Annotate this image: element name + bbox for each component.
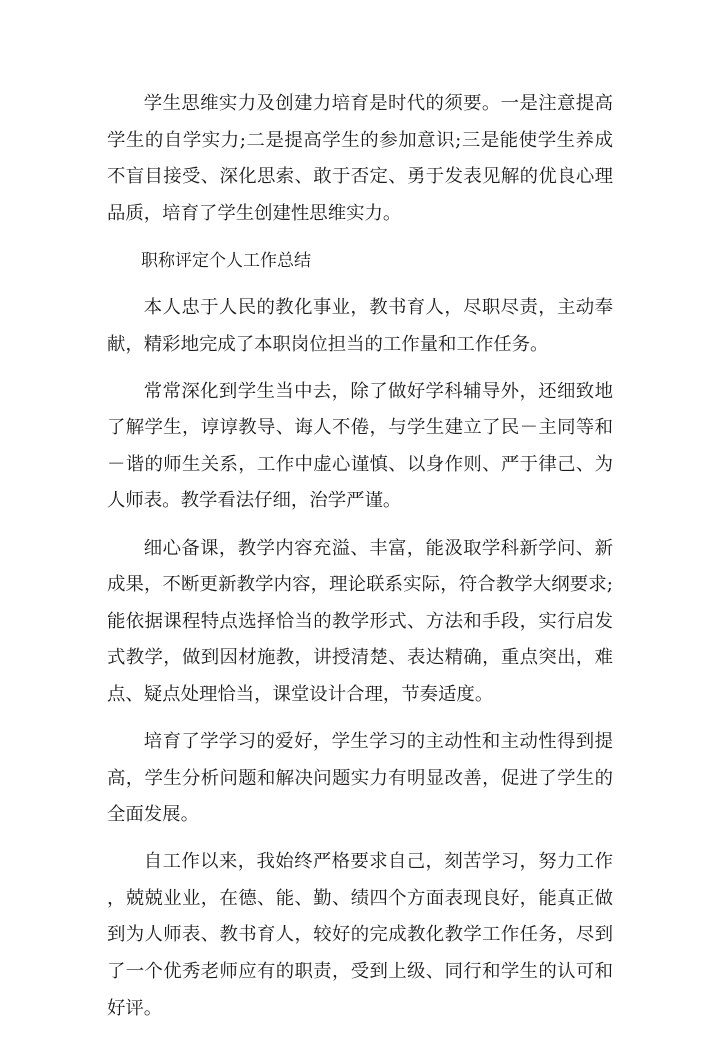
section-heading: 职称评定个人工作总结 xyxy=(141,250,311,271)
paragraph-lesson-prep: 细心备课，教学内容充溢、丰富，能汲取学科新学问、新成果，不断更新教学内容，理论联系实际，符合教学大纲要求;能依据课程特点选择恰当的教学形式、方法和手段，实行启发式教学，做到因材施教，讲授清楚、表达精确，重点突出，难点、疑点处理恰当，课堂设计合理，节奏适度。 xyxy=(107,537,613,705)
paragraph-student-relations: 常常深化到学生当中去，除了做好学科辅导外，还细致地了解学生，谆谆教导、诲人不倦，与学生建立了民－主同等和－谐的师生关系，工作中虚心谨慎、以身作则、严于律己、为人师表。教学看法仔细，治学严谨。 xyxy=(107,380,613,512)
paragraph-dedication: 本人忠于人民的教化事业，教书育人，尽职尽责，主动奉献，精彩地完成了本职岗位担当的工作量和工作任务。 xyxy=(107,296,613,355)
paragraph-creative-thinking: 学生思维实力及创建力培育是时代的须要。一是注意提高学生的自学实力;二是提高学生的参加意识;三是能使学生养成不盲目接受、深化思索、敢于否定、勇于发表见解的优良心理品质，培育了学生创建性思维实力。 xyxy=(107,93,613,224)
paragraph-summary: 自工作以来，我始终严格要求自己，刻苦学习，努力工作，兢兢业业，在德、能、勤、绩四个方面表现良好，能真正做到为人师表、教书育人，较好的完成教化教学工作任务，尽到了一个优秀老师应有的职责，受到上级、同行和学生的认可和好评。 xyxy=(107,851,613,1019)
document-body xyxy=(107,86,613,1038)
paragraph-student-interest: 培育了学学习的爱好，学生学习的主动性和主动性得到提高，学生分析问题和解决问题实力有明显改善，促进了学生的全面发展。 xyxy=(107,731,613,826)
